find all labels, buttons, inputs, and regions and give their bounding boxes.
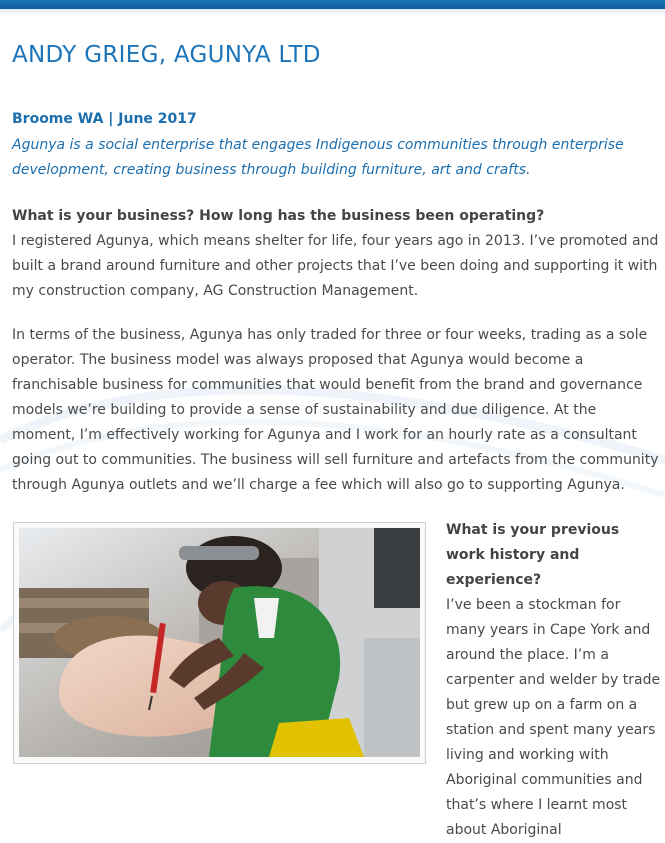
article-photo-frame	[13, 522, 426, 764]
intro-text: Agunya is a social enterprise that engages Indigenous communities through enterprise development, creating business through building furniture, art and crafts.	[12, 137, 624, 178]
answer-business-paragraph-1: I registered Agunya, which means shelter for life, four years ago in 2013. I’ve promoted and built a brand around furniture and other projects that I’ve been doing and supporting it with my construction company, AG Construction Management.	[12, 233, 659, 299]
article-photo	[19, 528, 420, 757]
question-business: What is your business? How long has the business been operating?	[12, 208, 545, 224]
answer-business-paragraph-2: In terms of the business, Agunya has only traded for three or four weeks, trading as a sole operator. The business model was always proposed that Agunya would become a franchisable business for communities that would benefit from the brand and governance models we’re building to provide a sense of sustainability and due diligence. At the moment, I’m effectively working for Agunya and I work for an hourly rate as a consultant going out to communities. The business will sell furniture and artefacts from the community through Agunya outlets and we’ll charge a fee which will also go to supporting Agunya.	[12, 327, 659, 493]
question-work-history: What is your previous work history and experience?	[446, 522, 620, 588]
top-bar	[0, 0, 665, 9]
photo-woodworker-image	[19, 528, 420, 757]
sidebar-column	[446, 518, 662, 843]
dateline: Broome WA | June 2017	[12, 111, 197, 127]
answer-work-history: I’ve been a stockman for many years in Cape York and around the place. I’m a carpenter and welder by trade but grew up on a farm on a station and spent many years living and working with Aboriginal communities and that’s where I learnt most about Aboriginal	[446, 597, 661, 838]
top-bar-shadow	[0, 9, 665, 17]
page-title: ANDY GRIEG, AGUNYA LTD	[12, 42, 321, 68]
